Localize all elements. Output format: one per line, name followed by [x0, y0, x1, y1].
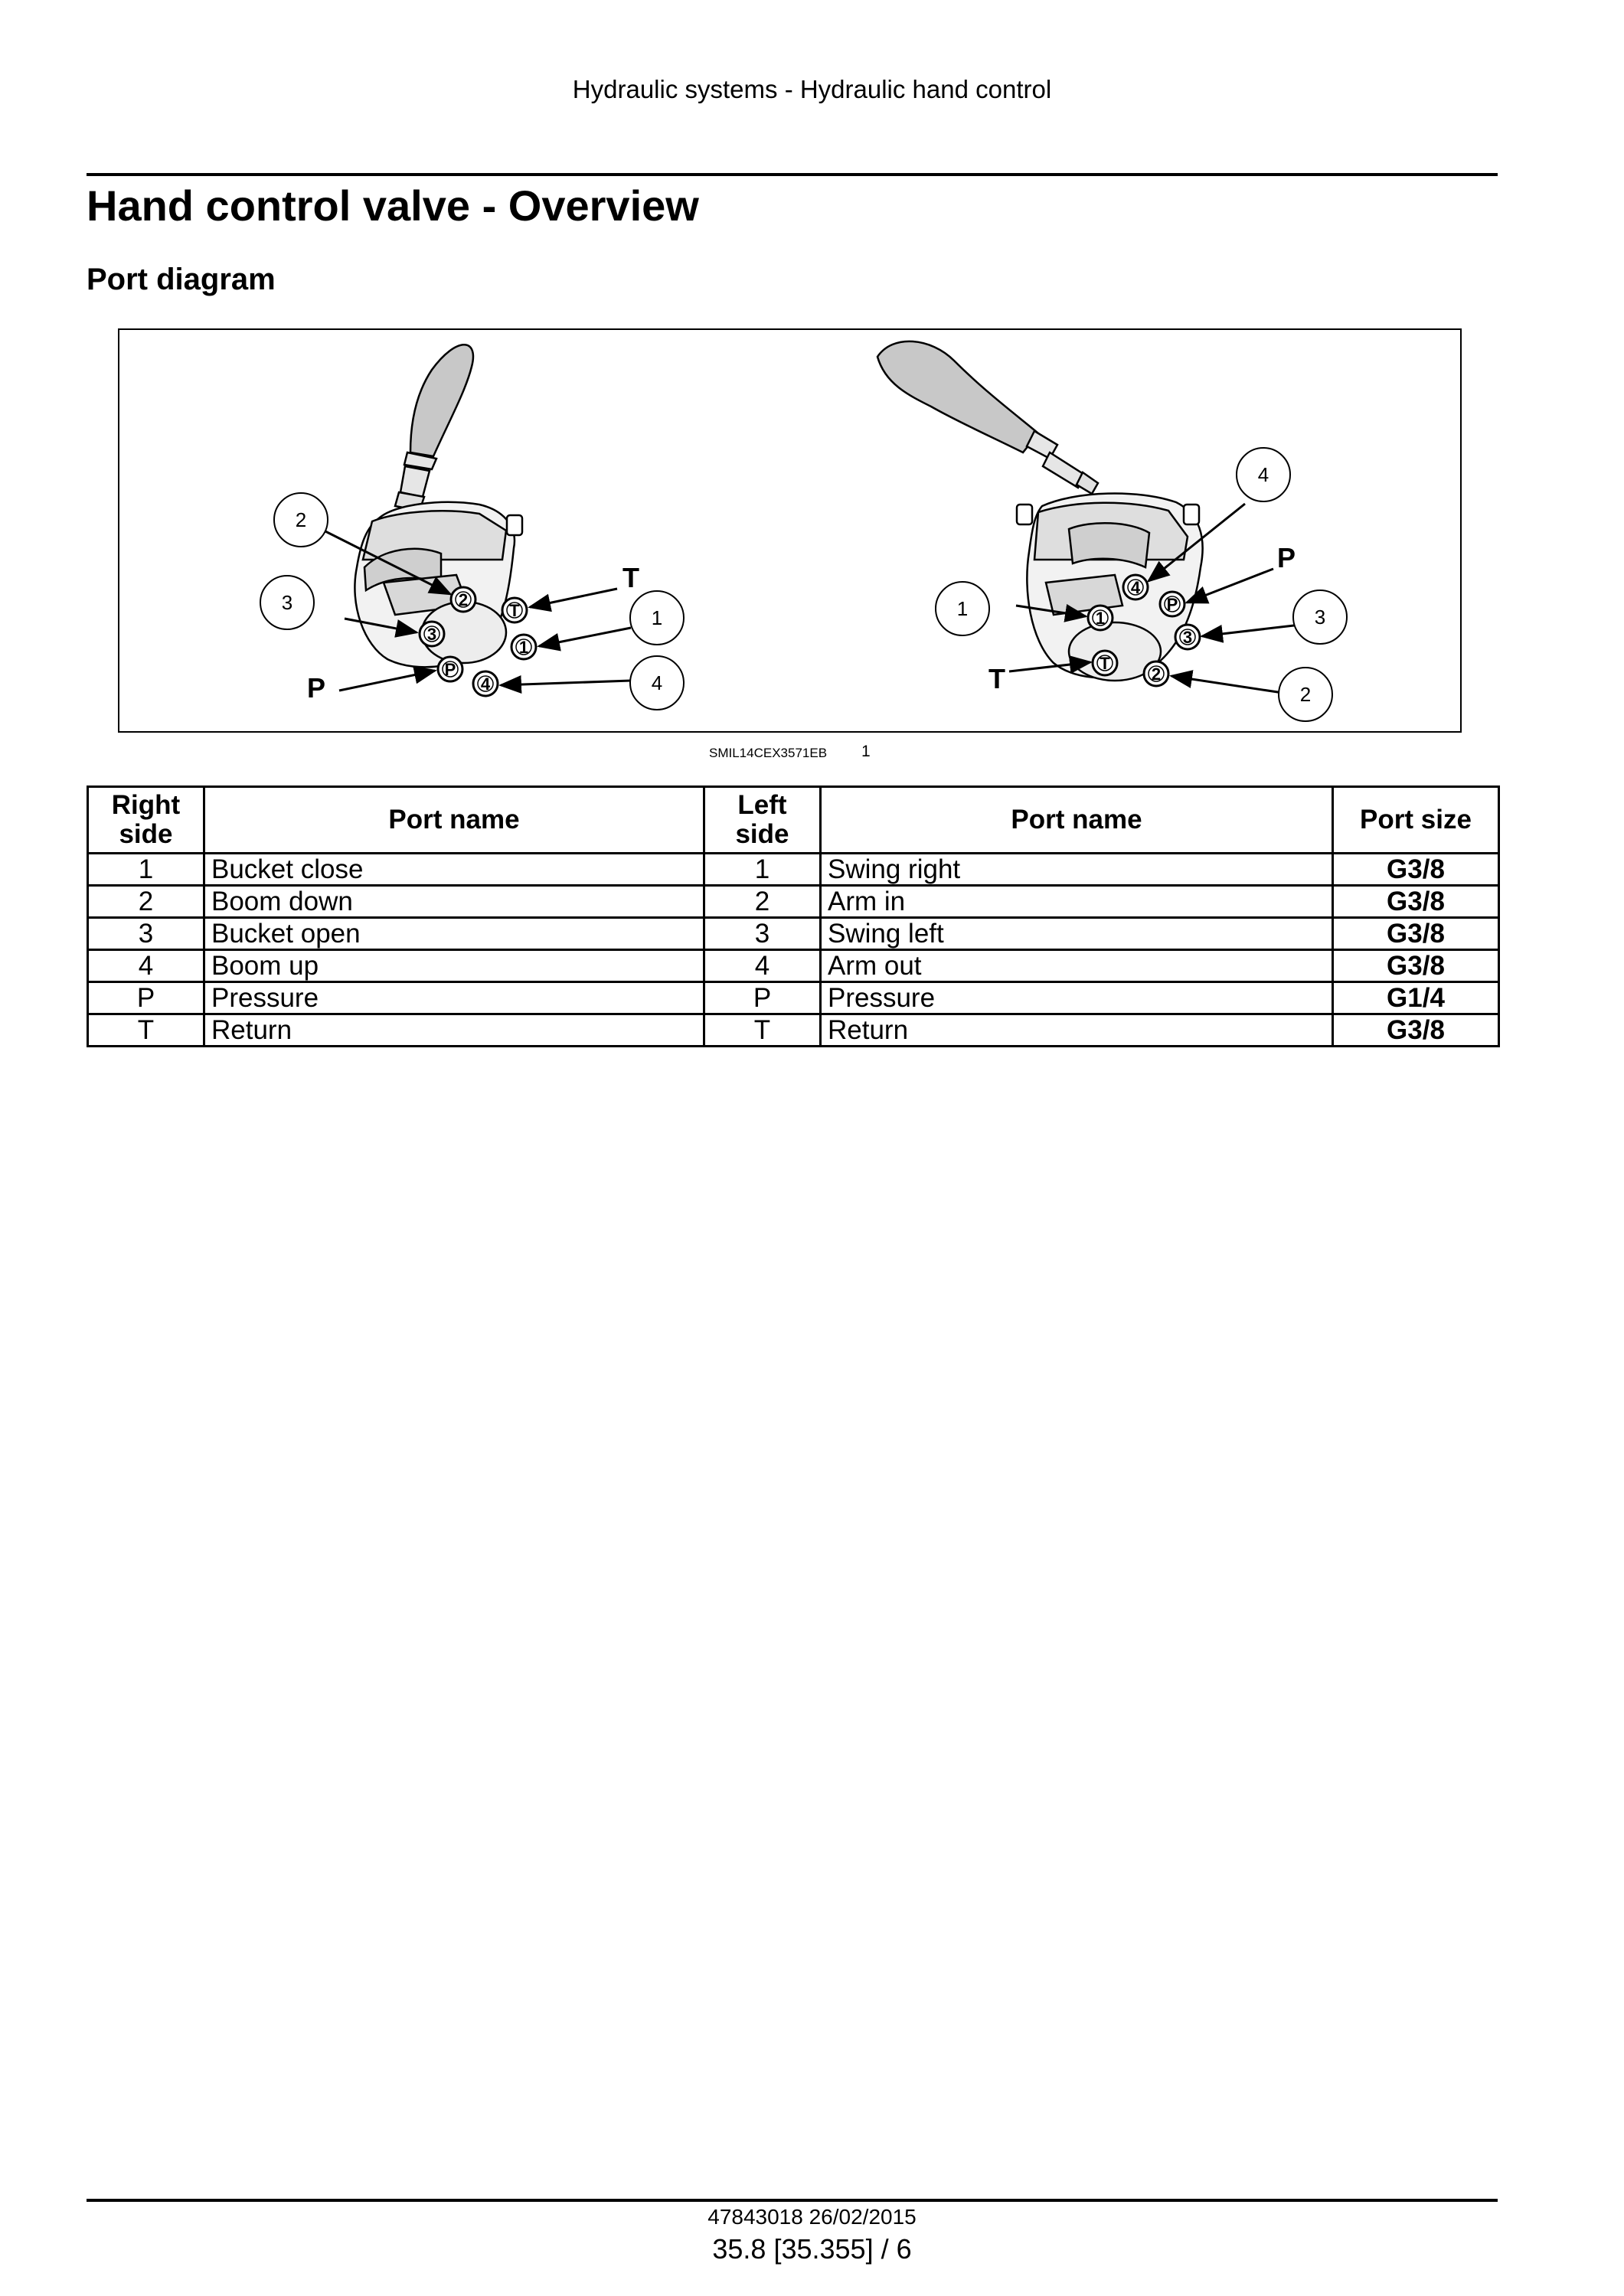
left-callout-3: 3: [281, 591, 293, 614]
right-callout-4: 4: [1257, 463, 1269, 486]
left-callout-1: 1: [651, 606, 663, 629]
left-port-name: Swing right: [821, 854, 1333, 886]
table-row: [88, 982, 1499, 1014]
table-header-row: [88, 787, 1499, 854]
left-label-p: P: [306, 672, 326, 704]
left-valve-drawing: [355, 345, 522, 667]
right-port-mark-3: 3: [1182, 628, 1193, 647]
right-port-mark-1: 1: [1095, 609, 1106, 628]
left-port-id: P: [704, 982, 821, 1014]
right-callout-3: 3: [1314, 606, 1326, 629]
left-port-id: 2: [704, 886, 821, 918]
left-port-id: T: [704, 1014, 821, 1047]
left-callout-2: 2: [295, 508, 307, 531]
table-row: [88, 1014, 1499, 1047]
port-table: [87, 785, 1500, 1047]
left-port-mark-t: T: [509, 601, 520, 620]
footer-document-reference: 47843018 26/02/2015: [707, 2205, 917, 2229]
right-port-name: Boom down: [204, 886, 704, 918]
header-port-size: Port size: [1333, 787, 1499, 854]
port-diagram-figure: [118, 328, 1462, 733]
right-port-mark-t: T: [1100, 654, 1110, 673]
right-port-name: Pressure: [204, 982, 704, 1014]
left-port-name: Swing left: [821, 918, 1333, 950]
left-port-name: Arm in: [821, 886, 1333, 918]
right-port-id: T: [88, 1014, 204, 1047]
left-leader-4: [501, 681, 631, 685]
right-port-id: 4: [88, 950, 204, 982]
port-diagram-illustration: [119, 330, 1460, 731]
header-left-side: Left side: [704, 787, 821, 854]
left-port-name: Return: [821, 1014, 1333, 1047]
right-leader-3: [1202, 625, 1294, 636]
right-port-name: Bucket close: [204, 854, 704, 886]
left-port-mark-3: 3: [426, 625, 437, 644]
left-leader-1: [539, 628, 631, 646]
right-callout-1: 1: [956, 597, 969, 620]
port-size: G1/4: [1333, 982, 1499, 1014]
table-row: [88, 854, 1499, 886]
left-port-mark-p: P: [444, 660, 456, 679]
right-port-name: Return: [204, 1014, 704, 1047]
left-port-id: 1: [704, 854, 821, 886]
right-valve-drawing: [877, 341, 1203, 681]
header-port-name-left: Port name: [821, 787, 1333, 854]
right-port-mark-4: 4: [1130, 578, 1141, 597]
right-port-id: 2: [88, 886, 204, 918]
left-port-mark-1: 1: [518, 638, 529, 657]
figure-caption-code: SMIL14CEX3571EB: [709, 746, 828, 760]
port-size: G3/8: [1333, 1014, 1499, 1047]
right-callout-2: 2: [1299, 683, 1312, 706]
table-row: [88, 918, 1499, 950]
table-row: [88, 950, 1499, 982]
footer-rule: [87, 2199, 1498, 2202]
right-label-t: T: [988, 663, 1005, 694]
running-header: Hydraulic systems - Hydraulic hand control: [572, 75, 1052, 103]
left-leader-p: [339, 671, 435, 691]
right-port-mark-2: 2: [1151, 665, 1162, 684]
left-port-id: 4: [704, 950, 821, 982]
right-port-id: P: [88, 982, 204, 1014]
header-right-side: Right side: [88, 787, 204, 854]
left-port-mark-2: 2: [458, 590, 469, 609]
table-row: [88, 886, 1499, 918]
left-label-t: T: [622, 562, 639, 593]
page-title: Hand control valve - Overview: [87, 181, 699, 230]
left-port-mark-4: 4: [480, 674, 491, 694]
left-callout-4: 4: [651, 671, 663, 694]
footer-page-number: 35.8 [35.355] / 6: [712, 2233, 912, 2265]
port-size: G3/8: [1333, 854, 1499, 886]
right-label-p: P: [1276, 542, 1296, 573]
right-port-name: Bucket open: [204, 918, 704, 950]
figure-number: 1: [861, 743, 871, 760]
left-port-id: 3: [704, 918, 821, 950]
port-size: G3/8: [1333, 886, 1499, 918]
left-leader-t: [530, 589, 617, 607]
right-port-name: Boom up: [204, 950, 704, 982]
right-port-mark-p: P: [1166, 595, 1178, 614]
right-leader-2: [1171, 676, 1288, 694]
left-port-name: Pressure: [821, 982, 1333, 1014]
port-size: G3/8: [1333, 950, 1499, 982]
header-port-name-right: Port name: [204, 787, 704, 854]
right-port-id: 1: [88, 854, 204, 886]
left-port-name: Arm out: [821, 950, 1333, 982]
section-title: Port diagram: [87, 263, 276, 296]
port-size: G3/8: [1333, 918, 1499, 950]
header-rule: [87, 173, 1498, 176]
right-port-id: 3: [88, 918, 204, 950]
